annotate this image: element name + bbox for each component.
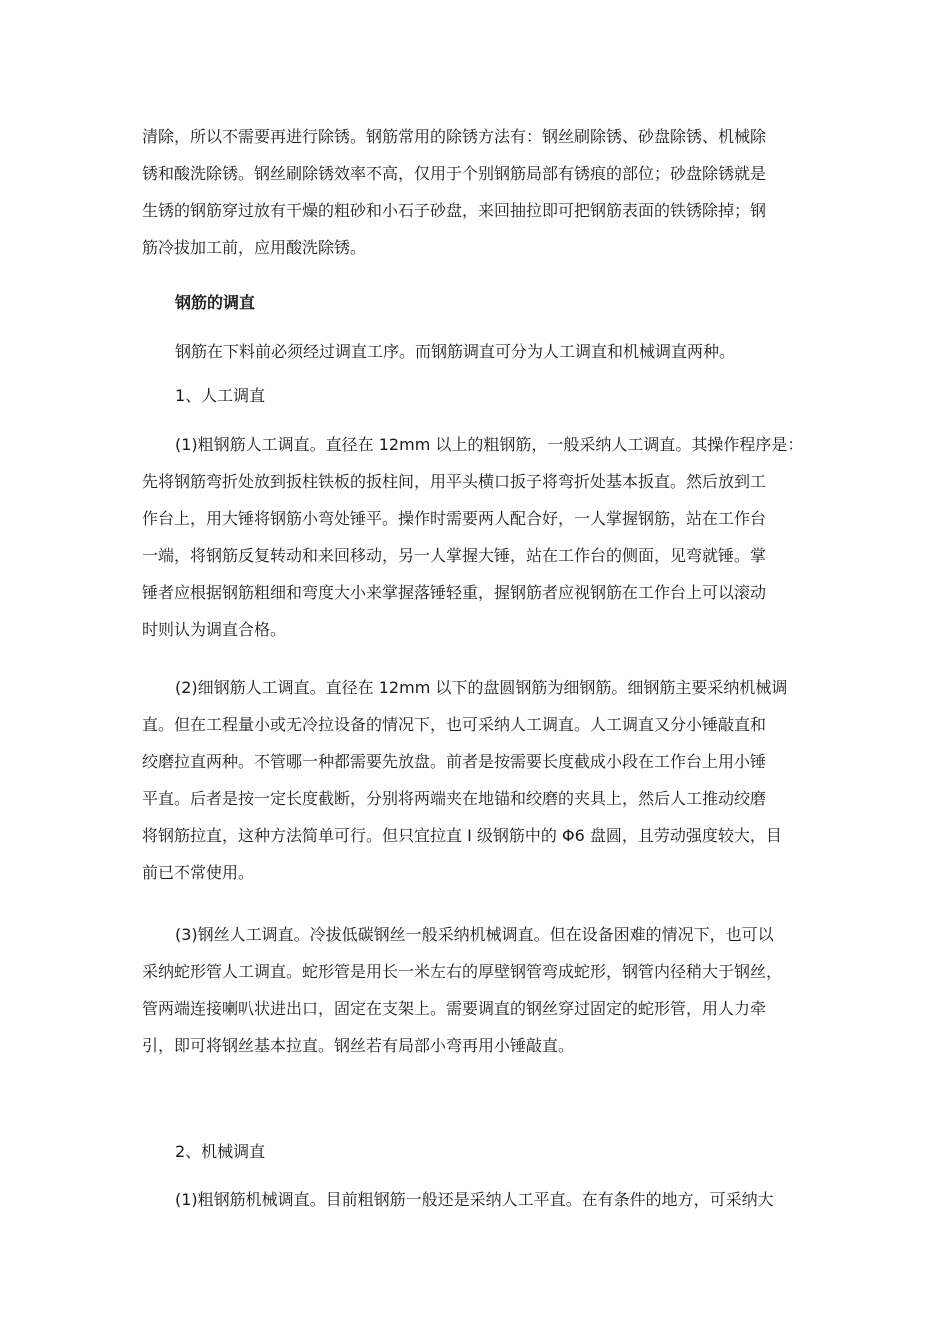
paragraph-line: 钢筋在下料前必须经过调直工序。而钢筋调直可分为人工调直和机械调直两种。	[175, 342, 736, 361]
paragraph-line: 直。但在工程量小或无冷拉设备的情况下，也可采纳人工调直。人工调直又分小锤敲直和	[142, 715, 767, 734]
paragraph-line: 锤者应根据钢筋粗细和弯度大小来掌握落锤轻重，握钢筋者应视钢筋在工作台上可以滚动	[142, 583, 767, 602]
paragraph-line: (1)粗钢筋人工调直。直径在 12mm 以上的粗钢筋，一般采纳人工调直。其操作程序是：	[175, 435, 804, 454]
paragraph-line: 前已不常使用。	[142, 863, 255, 882]
paragraph-line: 锈和酸洗除锈。钢丝刷除锈效率不高，仅用于个别钢筋局部有锈痕的部位；砂盘除锈就是	[142, 164, 767, 183]
paragraph-line: 时则认为调直合格。	[142, 620, 287, 639]
paragraph-line: 筋冷拔加工前，应用酸洗除锈。	[142, 238, 367, 257]
paragraph-line: (1)粗钢筋机械调直。目前粗钢筋一般还是采纳人工平直。在有条件的地方，可采纳大	[175, 1190, 774, 1209]
subsection-heading: 2、机械调直	[175, 1142, 266, 1161]
paragraph-line: 先将钢筋弯折处放到扳柱铁板的扳柱间，用平头横口扳子将弯折处基本扳直。然后放到工	[142, 472, 767, 491]
section-heading: 钢筋的调直	[175, 293, 256, 312]
paragraph-line: 管两端连接喇叭状进出口，固定在支架上。需要调直的钢丝穿过固定的蛇形管，用人力牵	[142, 999, 767, 1018]
paragraph-line: (2)细钢筋人工调直。直径在 12mm 以下的盘圆钢筋为细钢筋。细钢筋主要采纳机械调	[175, 678, 788, 697]
paragraph-line: 一端，将钢筋反复转动和来回移动，另一人掌握大锤，站在工作台的侧面，见弯就锤。掌	[142, 546, 767, 565]
paragraph-line: 引，即可将钢丝基本拉直。钢丝若有局部小弯再用小锤敲直。	[142, 1036, 575, 1055]
paragraph-line: 采纳蛇形管人工调直。蛇形管是用长一米左右的厚壁钢管弯成蛇形，钢管内径稍大于钢丝，	[142, 962, 783, 981]
paragraph-line: 生锈的钢筋穿过放有干燥的粗砂和小石子砂盘，来回抽拉即可把钢筋表面的铁锈除掉；钢	[142, 201, 767, 220]
paragraph-line: 作台上，用大锤将钢筋小弯处锤平。操作时需要两人配合好，一人掌握钢筋，站在工作台	[142, 509, 767, 528]
paragraph-line: 将钢筋拉直，这种方法简单可行。但只宜拉直 I 级钢筋中的 Φ6 盘圆，且劳动强度较大，目	[142, 826, 782, 845]
paragraph-line: (3)钢丝人工调直。冷拔低碳钢丝一般采纳机械调直。但在设备困难的情况下，也可以	[175, 925, 774, 944]
paragraph-line: 绞磨拉直两种。不管哪一种都需要先放盘。前者是按需要长度截成小段在工作台上用小锤	[142, 752, 767, 771]
subsection-heading: 1、人工调直	[175, 386, 266, 405]
paragraph-line: 平直。后者是按一定长度截断，分别将两端夹在地锚和绞磨的夹具上，然后人工推动绞磨	[142, 789, 767, 808]
paragraph-line: 清除，所以不需要再进行除锈。钢筋常用的除锈方法有：钢丝刷除锈、砂盘除锈、机械除	[142, 127, 767, 146]
